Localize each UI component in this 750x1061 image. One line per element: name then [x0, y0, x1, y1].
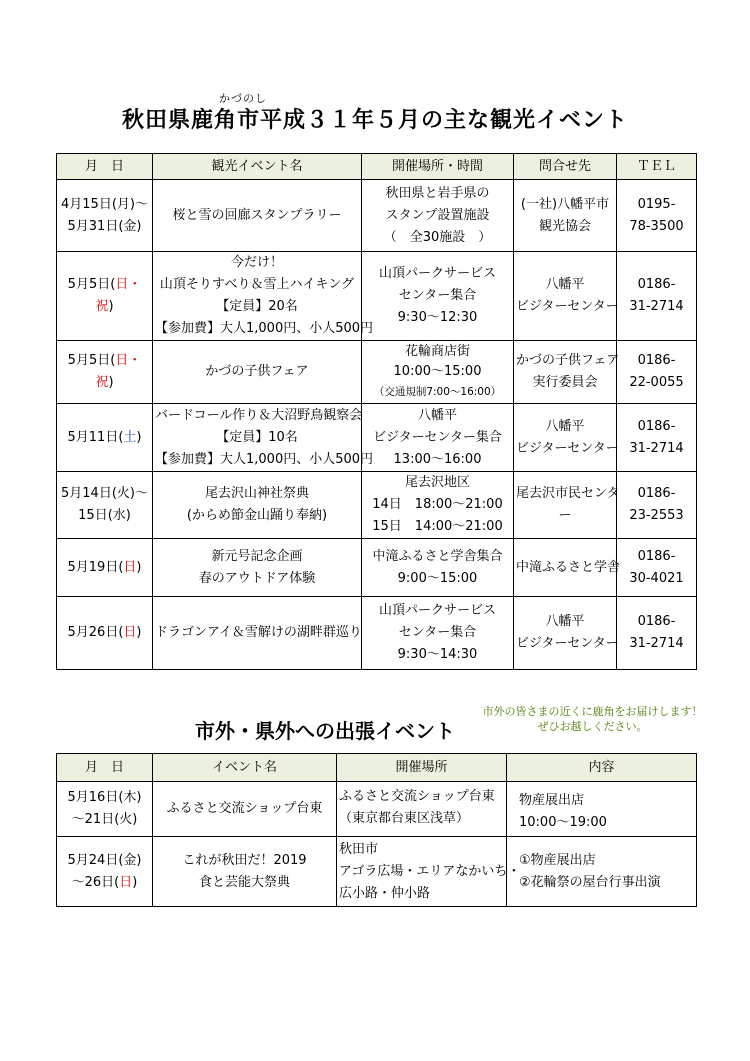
row-contact: (一社)八幡平市 観光協会 — [514, 180, 617, 252]
header-place: 開催場所・時間 — [362, 154, 514, 180]
row-place: 山頂パークサービス センター集合 9:30～14:30 — [362, 597, 514, 670]
row-event: かづの子供フェア — [153, 341, 362, 404]
table-row — [57, 597, 697, 670]
row-event: ふるさと交流ショップ台東 — [153, 782, 337, 837]
title-ruby: かづのし — [219, 92, 267, 105]
row-contact: 八幡平 ビジターセンター — [514, 597, 617, 670]
row-contact: 八幡平 ビジターセンター — [514, 404, 617, 472]
row-place: 秋田市 アゴラ広場・エリアなかいち・ 広小路・仲小路 — [337, 837, 507, 907]
row-place: 山頂パークサービス センター集合 9:30～12:30 — [362, 252, 514, 341]
holiday-mark: 日・祝 — [95, 353, 142, 390]
row-content: 物産展出店 10:00～19:00 — [507, 782, 697, 837]
page-title: 秋田県鹿角市平成３１年５月の主な観光イベント — [121, 108, 628, 133]
row-date: 5月16日(木) ～21日(火) — [57, 782, 153, 837]
table-row — [57, 341, 697, 404]
row-tel: 0186- 31-2714 — [617, 252, 697, 341]
row-date: 4月15日(月)～ 5月31日(金) — [57, 180, 153, 252]
row-tel: 0186- 30-4021 — [617, 539, 697, 597]
row-tel: 0186- 31-2714 — [617, 404, 697, 472]
row-place: 尾去沢地区 14日 18:00～21:00 15日 14:00～21:00 — [362, 472, 514, 539]
row-contact: 中滝ふるさと学舎 — [514, 539, 617, 597]
row-place: 中滝ふるさと学舎集合 9:00～15:00 — [362, 539, 514, 597]
row-tel: 0186- 23-2553 — [617, 472, 697, 539]
row-event: 今だけ！ 山頂そりすべり＆雪上ハイキング 【定員】20名 【参加費】大人1,000円、小人500円 — [153, 252, 362, 341]
section2-title: 市外・県外への出張イベント — [195, 719, 455, 743]
row-place: 秋田県と岩手県の スタンプ設置施設 （ 全30施設 ） — [362, 180, 514, 252]
row-date: 5月19日(日) — [57, 539, 153, 597]
table-row — [57, 782, 697, 837]
header-contact: 問合せ先 — [514, 154, 617, 180]
holiday-mark: 日 — [123, 625, 137, 640]
row-content: ①物産展出店 ②花輪祭の屋台行事出演 — [507, 837, 697, 907]
row-tel: 0195- 78-3500 — [617, 180, 697, 252]
row-contact: 尾去沢市民センタ ー — [514, 472, 617, 539]
events-table — [56, 153, 697, 670]
table-row — [57, 472, 697, 539]
row-event: これが秋田だ！2019 食と芸能大祭典 — [153, 837, 337, 907]
row-contact: 八幡平 ビジターセンター — [514, 252, 617, 341]
holiday-mark: 日 — [123, 559, 137, 575]
row-event: バードコール作り＆大沼野鳥観察会 【定員】10名 【参加費】大人1,000円、小人500円 — [153, 404, 362, 472]
header-event: イベント名 — [153, 754, 337, 782]
row-date: 5月24日(金) ～26日(日) — [57, 837, 153, 907]
row-place: 八幡平 ビジターセンター集合 13:00～16:00 — [362, 404, 514, 472]
table-header-row — [57, 754, 697, 782]
row-date: 5月14日(火)～ 15日(水) — [57, 472, 153, 539]
table-header-row — [57, 154, 697, 180]
row-date: 5月26日(日) — [57, 597, 153, 670]
header-content: 内容 — [507, 754, 697, 782]
row-date: 5月11日(土) — [57, 404, 153, 472]
table-row — [57, 539, 697, 597]
row-contact: かづの子供フェア 実行委員会 — [514, 341, 617, 404]
row-tel: 0186- 22-0055 — [617, 341, 697, 404]
section2-note: 市外の皆さまの近くに鹿角をお届けします！ ぜひお越しください。 — [482, 705, 703, 733]
table-row — [57, 252, 697, 341]
row-date: 5月5日(日・祝) — [57, 252, 153, 341]
table-row — [57, 404, 697, 472]
row-event: 尾去沢山神社祭典 (からめ節金山踊り奉納) — [153, 472, 362, 539]
holiday-mark: 日 — [119, 874, 133, 890]
traffic-note: （交通規制7:00～16:00） — [373, 386, 502, 398]
table-row — [57, 837, 697, 907]
row-event: 桜と雪の回廊スタンプラリー — [153, 180, 362, 252]
row-event: 新元号記念企画 春のアウトドア体験 — [153, 539, 362, 597]
table-row — [57, 180, 697, 252]
row-tel: 0186- 31-2714 — [617, 597, 697, 670]
header-date: 月 日 — [57, 754, 153, 782]
header-tel: ＴＥＬ — [617, 154, 697, 180]
saturday-mark: 土 — [123, 429, 137, 445]
header-place: 開催場所 — [337, 754, 507, 782]
row-date: 5月5日(日・祝) — [57, 341, 153, 404]
header-date: 月 日 — [57, 154, 153, 180]
row-event: ドラゴンアイ＆雪解けの湖畔群巡り — [153, 597, 362, 670]
row-place: 花輪商店街 10:00～15:00 （交通規制7:00～16:00） — [362, 341, 514, 404]
outside-events-table — [56, 753, 697, 907]
row-place: ふるさと交流ショップ台東 （東京都台東区浅草） — [337, 782, 507, 837]
holiday-mark: 日・祝 — [95, 277, 142, 314]
header-event: 観光イベント名 — [153, 154, 362, 180]
